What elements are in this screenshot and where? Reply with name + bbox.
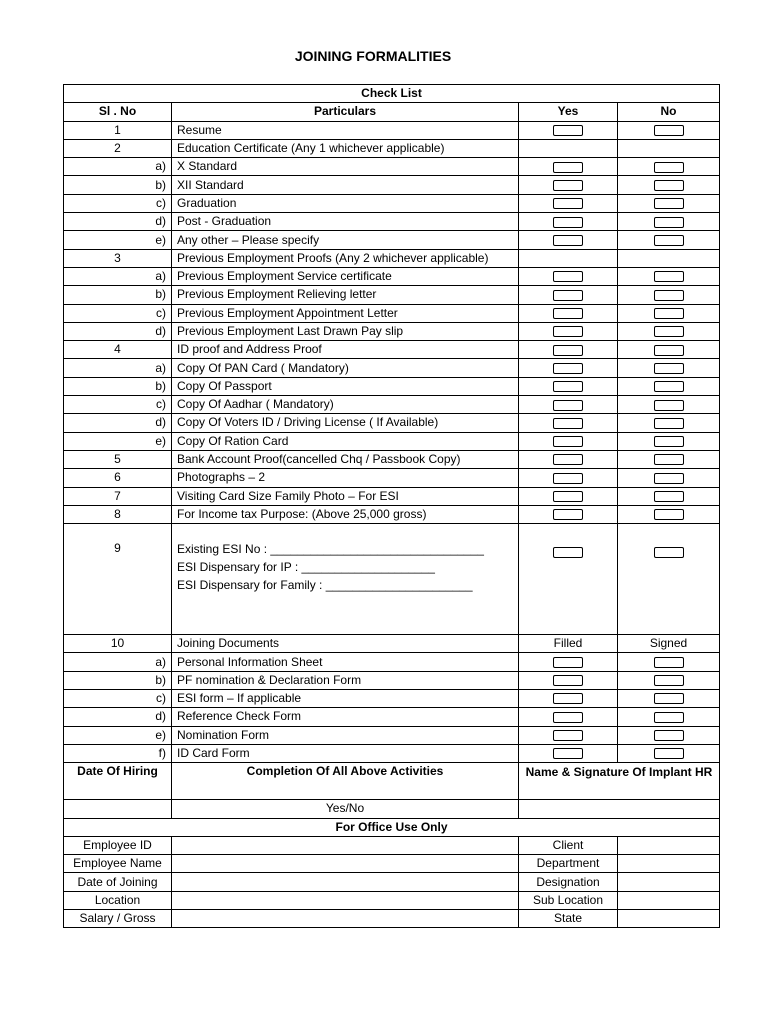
table-row bbox=[64, 194, 720, 212]
table-row bbox=[64, 635, 720, 653]
table-row bbox=[64, 304, 720, 322]
item-label: Copy Of Voters ID / Driving License ( If Available) bbox=[172, 414, 519, 432]
filled-checkbox[interactable] bbox=[553, 657, 583, 668]
table-row bbox=[64, 231, 720, 249]
yes-checkbox[interactable] bbox=[553, 491, 583, 502]
item-label: Any other – Please specify bbox=[172, 231, 519, 249]
yes-checkbox[interactable] bbox=[553, 308, 583, 319]
state-field[interactable] bbox=[618, 909, 720, 927]
no-checkbox[interactable] bbox=[654, 473, 684, 484]
header-sl-no: Sl . No bbox=[64, 103, 172, 121]
yes-checkbox[interactable] bbox=[553, 363, 583, 374]
table-row bbox=[64, 708, 720, 726]
no-checkbox[interactable] bbox=[654, 235, 684, 246]
no-checkbox[interactable] bbox=[654, 308, 684, 319]
table-row bbox=[64, 249, 720, 267]
sub-letter: b) bbox=[64, 377, 172, 395]
sub-location-label: Sub Location bbox=[519, 891, 618, 909]
table-row bbox=[64, 855, 720, 873]
table-row bbox=[64, 690, 720, 708]
no-checkbox[interactable] bbox=[654, 162, 684, 173]
item-label: Nomination Form bbox=[172, 726, 519, 744]
header-yes: Yes bbox=[519, 103, 618, 121]
filled-checkbox[interactable] bbox=[553, 730, 583, 741]
yes-checkbox[interactable] bbox=[553, 180, 583, 191]
item-label: For Income tax Purpose: (Above 25,000 gross) bbox=[172, 505, 519, 523]
item-label: Personal Information Sheet bbox=[172, 653, 519, 671]
row-number: 4 bbox=[64, 341, 172, 359]
row-number: 2 bbox=[64, 139, 172, 157]
item-label: Previous Employment Appointment Letter bbox=[172, 304, 519, 322]
signed-checkbox[interactable] bbox=[654, 675, 684, 686]
no-checkbox[interactable] bbox=[654, 509, 684, 520]
table-row bbox=[64, 726, 720, 744]
item-label: Previous Employment Last Drawn Pay slip bbox=[172, 322, 519, 340]
yes-checkbox[interactable] bbox=[553, 271, 583, 282]
sub-letter: d) bbox=[64, 708, 172, 726]
sub-letter: a) bbox=[64, 359, 172, 377]
yes-checkbox[interactable] bbox=[553, 436, 583, 447]
date-of-joining-label: Date of Joining bbox=[64, 873, 172, 891]
item-label: XII Standard bbox=[172, 176, 519, 194]
sub-letter: c) bbox=[64, 690, 172, 708]
sub-letter: f) bbox=[64, 744, 172, 762]
sub-letter: d) bbox=[64, 322, 172, 340]
no-checkbox[interactable] bbox=[654, 345, 684, 356]
header-no: No bbox=[618, 103, 720, 121]
yes-checkbox[interactable] bbox=[553, 217, 583, 228]
item-label: ID Card Form bbox=[172, 744, 519, 762]
yes-checkbox[interactable] bbox=[553, 162, 583, 173]
yes-checkbox[interactable] bbox=[553, 473, 583, 484]
employee-id-field[interactable] bbox=[172, 836, 519, 854]
yes-checkbox[interactable] bbox=[553, 509, 583, 520]
no-checkbox[interactable] bbox=[654, 363, 684, 374]
table-row bbox=[64, 909, 720, 927]
table-row bbox=[64, 487, 720, 505]
yes-checkbox[interactable] bbox=[553, 400, 583, 411]
client-label: Client bbox=[519, 836, 618, 854]
salary-field[interactable] bbox=[172, 909, 519, 927]
table-row bbox=[64, 891, 720, 909]
date-of-hiring-field[interactable] bbox=[64, 800, 172, 818]
table-row bbox=[64, 286, 720, 304]
no-checkbox[interactable] bbox=[654, 271, 684, 282]
department-label: Department bbox=[519, 855, 618, 873]
no-checkbox[interactable] bbox=[654, 217, 684, 228]
signed-checkbox[interactable] bbox=[654, 712, 684, 723]
filled-checkbox[interactable] bbox=[553, 675, 583, 686]
no-checkbox[interactable] bbox=[654, 180, 684, 191]
item-label: PF nomination & Declaration Form bbox=[172, 671, 519, 689]
item-label: Graduation bbox=[172, 194, 519, 212]
no-checkbox[interactable] bbox=[654, 436, 684, 447]
filled-checkbox[interactable] bbox=[553, 748, 583, 759]
client-field[interactable] bbox=[618, 836, 720, 854]
table-row bbox=[64, 414, 720, 432]
no-checkbox[interactable] bbox=[654, 454, 684, 465]
table-row bbox=[64, 213, 720, 231]
sub-letter: a) bbox=[64, 158, 172, 176]
no-checkbox[interactable] bbox=[654, 290, 684, 301]
table-row bbox=[64, 341, 720, 359]
designation-label: Designation bbox=[519, 873, 618, 891]
item-label: Education Certificate (Any 1 whichever applicable) bbox=[172, 139, 519, 157]
item-label: ESI form – If applicable bbox=[172, 690, 519, 708]
signed-checkbox[interactable] bbox=[654, 657, 684, 668]
department-field[interactable] bbox=[618, 855, 720, 873]
sub-letter: e) bbox=[64, 726, 172, 744]
salary-label: Salary / Gross bbox=[64, 909, 172, 927]
yes-checkbox[interactable] bbox=[553, 418, 583, 429]
sub-letter: e) bbox=[64, 231, 172, 249]
sub-letter: d) bbox=[64, 213, 172, 231]
item-label: Copy Of Ration Card bbox=[172, 432, 519, 450]
signed-checkbox[interactable] bbox=[654, 730, 684, 741]
row-number: 6 bbox=[64, 469, 172, 487]
header-signed: Signed bbox=[618, 635, 720, 653]
table-row bbox=[64, 671, 720, 689]
table-row bbox=[64, 267, 720, 285]
checklist-table bbox=[63, 84, 720, 928]
row-number: 9 bbox=[64, 524, 172, 635]
esi-number-field[interactable]: Existing ESI No : ________________________________ bbox=[177, 542, 484, 557]
table-row bbox=[64, 432, 720, 450]
date-of-joining-field[interactable] bbox=[172, 873, 519, 891]
sub-location-field[interactable] bbox=[618, 891, 720, 909]
table-row bbox=[64, 469, 720, 487]
no-checkbox[interactable] bbox=[654, 326, 684, 337]
signature-field[interactable] bbox=[519, 800, 720, 818]
no-checkbox[interactable] bbox=[654, 400, 684, 411]
no-checkbox[interactable] bbox=[654, 125, 684, 136]
no-checkbox[interactable] bbox=[654, 381, 684, 392]
filled-checkbox[interactable] bbox=[553, 693, 583, 704]
item-label: Bank Account Proof(cancelled Chq / Passbook Copy) bbox=[172, 450, 519, 468]
table-row bbox=[64, 121, 720, 139]
signed-checkbox[interactable] bbox=[654, 693, 684, 704]
sub-letter: b) bbox=[64, 671, 172, 689]
yes-checkbox[interactable] bbox=[553, 454, 583, 465]
table-row bbox=[64, 744, 720, 762]
row-number: 3 bbox=[64, 249, 172, 267]
sub-letter: b) bbox=[64, 176, 172, 194]
table-row bbox=[64, 524, 720, 635]
esi-dispensary-ip-field[interactable]: ESI Dispensary for IP : ____________________ bbox=[177, 560, 435, 575]
location-label: Location bbox=[64, 891, 172, 909]
yes-checkbox[interactable] bbox=[553, 198, 583, 209]
header-particulars: Particulars bbox=[172, 103, 519, 121]
esi-dispensary-family-field[interactable]: ESI Dispensary for Family : ______________________ bbox=[177, 578, 473, 593]
table-row bbox=[64, 653, 720, 671]
sub-letter: d) bbox=[64, 414, 172, 432]
location-field[interactable] bbox=[172, 891, 519, 909]
designation-field[interactable] bbox=[618, 873, 720, 891]
item-label: Previous Employment Relieving letter bbox=[172, 286, 519, 304]
no-checkbox[interactable] bbox=[654, 491, 684, 502]
employee-id-label: Employee ID bbox=[64, 836, 172, 854]
implant-hr-signature-label: Name & Signature Of Implant HR bbox=[519, 763, 720, 800]
item-label: Copy Of Passport bbox=[172, 377, 519, 395]
item-label: Visiting Card Size Family Photo – For ESI bbox=[172, 487, 519, 505]
table-row bbox=[64, 396, 720, 414]
yes-no-field[interactable]: Yes/No bbox=[172, 800, 519, 818]
sub-letter: c) bbox=[64, 396, 172, 414]
item-label: Resume bbox=[172, 121, 519, 139]
no-checkbox[interactable] bbox=[654, 198, 684, 209]
sub-letter: e) bbox=[64, 432, 172, 450]
sub-letter: a) bbox=[64, 267, 172, 285]
yes-checkbox[interactable] bbox=[553, 235, 583, 246]
table-row bbox=[64, 158, 720, 176]
sub-letter: a) bbox=[64, 653, 172, 671]
signed-checkbox[interactable] bbox=[654, 748, 684, 759]
office-use-heading: For Office Use Only bbox=[64, 818, 720, 836]
no-checkbox[interactable] bbox=[654, 547, 684, 558]
yes-checkbox[interactable] bbox=[553, 345, 583, 356]
item-label: Joining Documents bbox=[172, 635, 519, 653]
filled-checkbox[interactable] bbox=[553, 712, 583, 723]
table-row bbox=[64, 377, 720, 395]
table-row bbox=[64, 873, 720, 891]
yes-checkbox[interactable] bbox=[553, 326, 583, 337]
table-row bbox=[64, 176, 720, 194]
header-filled: Filled bbox=[519, 635, 618, 653]
page-title: JOINING FORMALITIES bbox=[294, 48, 452, 64]
table-row bbox=[64, 836, 720, 854]
yes-checkbox[interactable] bbox=[553, 381, 583, 392]
employee-name-label: Employee Name bbox=[64, 855, 172, 873]
item-label: Copy Of Aadhar ( Mandatory) bbox=[172, 396, 519, 414]
item-label: Photographs – 2 bbox=[172, 469, 519, 487]
date-of-hiring-label: Date Of Hiring bbox=[64, 763, 172, 800]
sub-letter: b) bbox=[64, 286, 172, 304]
row-number: 5 bbox=[64, 450, 172, 468]
check-list-heading: Check List bbox=[64, 85, 720, 103]
item-label: Previous Employment Proofs (Any 2 whichever applicable) bbox=[172, 249, 519, 267]
table-row bbox=[64, 450, 720, 468]
row-number: 1 bbox=[64, 121, 172, 139]
table-row bbox=[64, 359, 720, 377]
employee-name-field[interactable] bbox=[172, 855, 519, 873]
item-label: Post - Graduation bbox=[172, 213, 519, 231]
yes-checkbox[interactable] bbox=[553, 547, 583, 558]
item-label: X Standard bbox=[172, 158, 519, 176]
item-label: Reference Check Form bbox=[172, 708, 519, 726]
table-row bbox=[64, 322, 720, 340]
row-number: 8 bbox=[64, 505, 172, 523]
table-row bbox=[64, 139, 720, 157]
state-label: State bbox=[519, 909, 618, 927]
sub-letter: c) bbox=[64, 194, 172, 212]
table-row bbox=[64, 505, 720, 523]
item-label: ID proof and Address Proof bbox=[172, 341, 519, 359]
sub-letter: c) bbox=[64, 304, 172, 322]
yes-checkbox[interactable] bbox=[553, 290, 583, 301]
row-number: 7 bbox=[64, 487, 172, 505]
completion-label: Completion Of All Above Activities bbox=[172, 763, 519, 800]
row-number: 10 bbox=[64, 635, 172, 653]
item-label: Previous Employment Service certificate bbox=[172, 267, 519, 285]
item-label: Copy Of PAN Card ( Mandatory) bbox=[172, 359, 519, 377]
no-checkbox[interactable] bbox=[654, 418, 684, 429]
yes-checkbox[interactable] bbox=[553, 125, 583, 136]
